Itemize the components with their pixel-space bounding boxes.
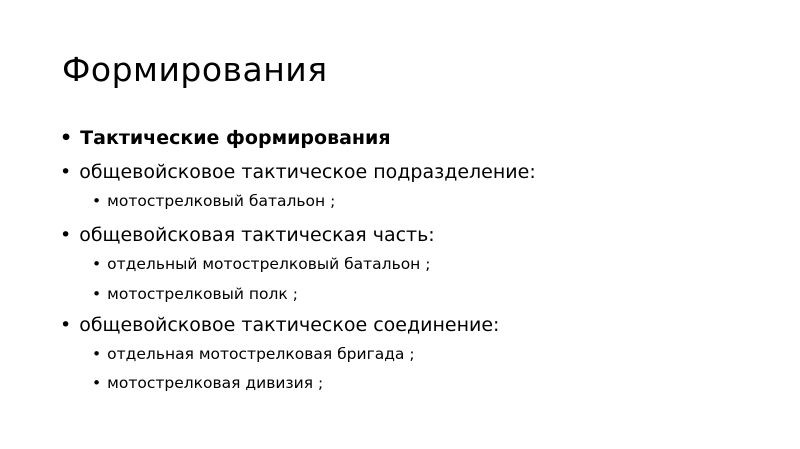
list-item-text: отдельная мотострелковая бригада ; xyxy=(107,345,415,363)
list-item-text: общевойсковое тактическое соединение: xyxy=(79,314,500,336)
list-item-text: мотострелковый батальон ; xyxy=(107,192,336,210)
bullet-icon: • xyxy=(60,314,72,336)
sub-list-item xyxy=(92,373,323,393)
bullet-icon: • xyxy=(60,161,72,183)
bullet-icon: • xyxy=(92,374,102,392)
bullet-icon: • xyxy=(92,255,102,273)
list-item-text: мотострелковая дивизия ; xyxy=(107,374,324,392)
slide-title: Формирования xyxy=(62,50,328,89)
sub-list-item xyxy=(92,191,335,211)
sub-list-item xyxy=(92,344,415,364)
list-item xyxy=(60,126,391,150)
sub-list-item xyxy=(92,284,298,304)
bullet-icon: • xyxy=(60,224,72,246)
list-item-text: Тактические формирования xyxy=(80,127,391,149)
list-item xyxy=(60,313,499,337)
sub-list-item xyxy=(92,254,430,274)
list-item-text: общевойсковая тактическая часть: xyxy=(79,224,435,246)
list-item-text: общевойсковое тактическое подразделение: xyxy=(79,161,536,183)
bullet-icon: • xyxy=(92,285,102,303)
list-item xyxy=(60,223,435,247)
bullet-icon: • xyxy=(92,192,102,210)
bullet-icon: • xyxy=(92,345,102,363)
bullet-icon: • xyxy=(60,127,73,149)
list-item xyxy=(60,160,536,184)
list-item-text: отдельный мотострелковый батальон ; xyxy=(107,255,431,273)
list-item-text: мотострелковый полк ; xyxy=(107,285,298,303)
